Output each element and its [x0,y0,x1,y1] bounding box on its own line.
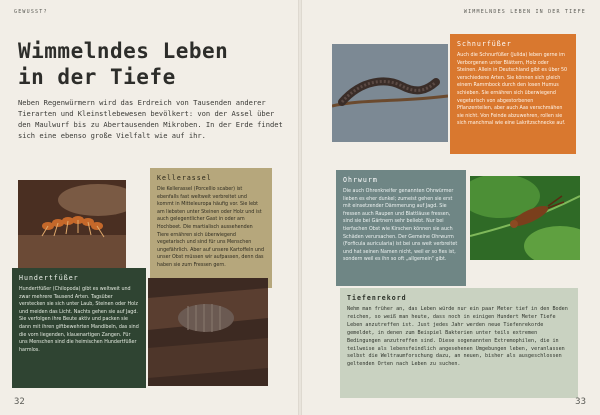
page-number-left: 32 [14,397,25,407]
tiefenrekord-heading: Tiefenrekord [347,294,407,302]
hundertfuesser-text: Hundertfüßer (Chilopoda) gibt es weltweit und zwar mehrere Tausend Arten. Tagsüber verstecken sie sich unter Laub, Steinen oder Holz und meiden das Licht. Nachts gehen sie auf Jagd. Sie verfolgen ihre Beute aktiv und packen sie dann mit ihren giftbewehrten Mandibeln, das sind die vorn liegenden, klauenartigen Zangen. Für uns Menschen sind die heimischen Hundertfüßer harmlos. [19,287,139,353]
running-header-right: WIMMELNDES LEBEN IN DER TIEFE [463,9,586,15]
tiefenrekord-text: Nehm man früher an, das Leben würde nur ein paar Meter tief in den Boden reichen, so weiß man heute, dass noch in einigen Hundert Meter Tiefe Leben anzutreffen ist. Just jedes Jahr werden neue Tiefenrekorde gemeldet, in denen zum Beispiel Bakterien unter teils extremen Bedingungen anzutreffen sind. Diese sogenannten Extremophilen, die in teilweise als lebensfeindlich angesehenen Umgebungen leben, veranlassen selbst die Weltraumforschung dazu, an neuen, bisher als ausgeschlossen geltenden Orten nach Leben zu suchen. [347,306,568,368]
hundertfuesser-heading: Hundertfüßer [19,274,79,282]
millipede-photo [332,44,448,142]
earwig-photo [470,176,580,260]
hundertfuesser-box [12,268,146,388]
title-line-2: in der Tiefe [18,65,176,89]
kellerassel-heading: Kellerassel [157,174,212,182]
intro-paragraph: Neben Regenwürmern wird das Erdreich von Tausenden anderer Tierarten und Kleinstlebewesen bevölkert: von der Assel über den Maulwurf bis zu Abertausenden Mikroben. In der Erde findet sich eine ebenso große Vielfalt wie auf ihr. [18,98,283,140]
schnurfuesser-text: Auch die Schnurfüßer (Julida) leben gerne im Verborgenen unter Blättern, Holz oder Steinen. Allein in Deutschland gibt es über 50 verschiedene Arten. Sie können sich gleich einem Rammbock durch den losen Humus schieben. Sie ernähren sich überwiegend vegetarisch von abgestorbenen Pflanzenteilen, aber auch Aas verschmähen sie nicht. Von Feinde abzuwehren, rollen sie sich manchmal wie eine Lakritzschnecke auf. [457,53,568,127]
kellerassel-box [150,168,272,288]
ohrwurm-box [336,170,466,286]
page-number-right: 33 [575,397,586,407]
woodlouse-photo [148,278,268,386]
kellerassel-text: Die Kellerassel (Porcellio scaber) ist ebenfalls fast weltweit verbreitet und kommt in Mitteleuropa häufig vor. Sie lebt am liebsten unter Steinen oder Holz und ist auch gelegentlicher Gast in oder am Hochbeet. Die martialisch aussehenden Tiere ernähren sich überwiegend vegetarisch und sind für uns Menschen ungefährlich. Aber auf unsere Kartoffeln und unser Obst müssen wir aufpassen, denn das haben sie zum Fressen gern. [157,187,265,268]
schnurfuesser-box [450,34,576,154]
running-header-left: GEWUSST? [14,9,48,15]
ohrwurm-heading: Ohrwurm [343,176,378,184]
centipede-photo [18,180,126,270]
page-title [18,38,288,90]
ohrwurm-text: Die auch Ohrenkneifer genannten Ohrwürmer lieben es eher dunkel; zumeist gehen sie erst mit einsetzender Dämmerung auf Jagd. Sie fressen auch Raupen und Blattläuse fressen, sind sie bei Gärtnern sehr beliebt. Nur bei tierfachen Obst wie Kirschen können sie auch Schäden verursachen. Der Gemeine Ohrwurm (Forficula auricularia) ist bei uns weit verbreitet und hat seinen Namen nicht, weil er so fies ist, sondern weil es ihn so oft „allgemein“ gibt. [343,189,458,263]
tiefenrekord-box [340,288,578,398]
schnurfuesser-heading: Schnurfüßer [457,40,512,48]
title-line-1: Wimmelndes Leben [18,39,229,63]
book-gutter [298,0,302,415]
